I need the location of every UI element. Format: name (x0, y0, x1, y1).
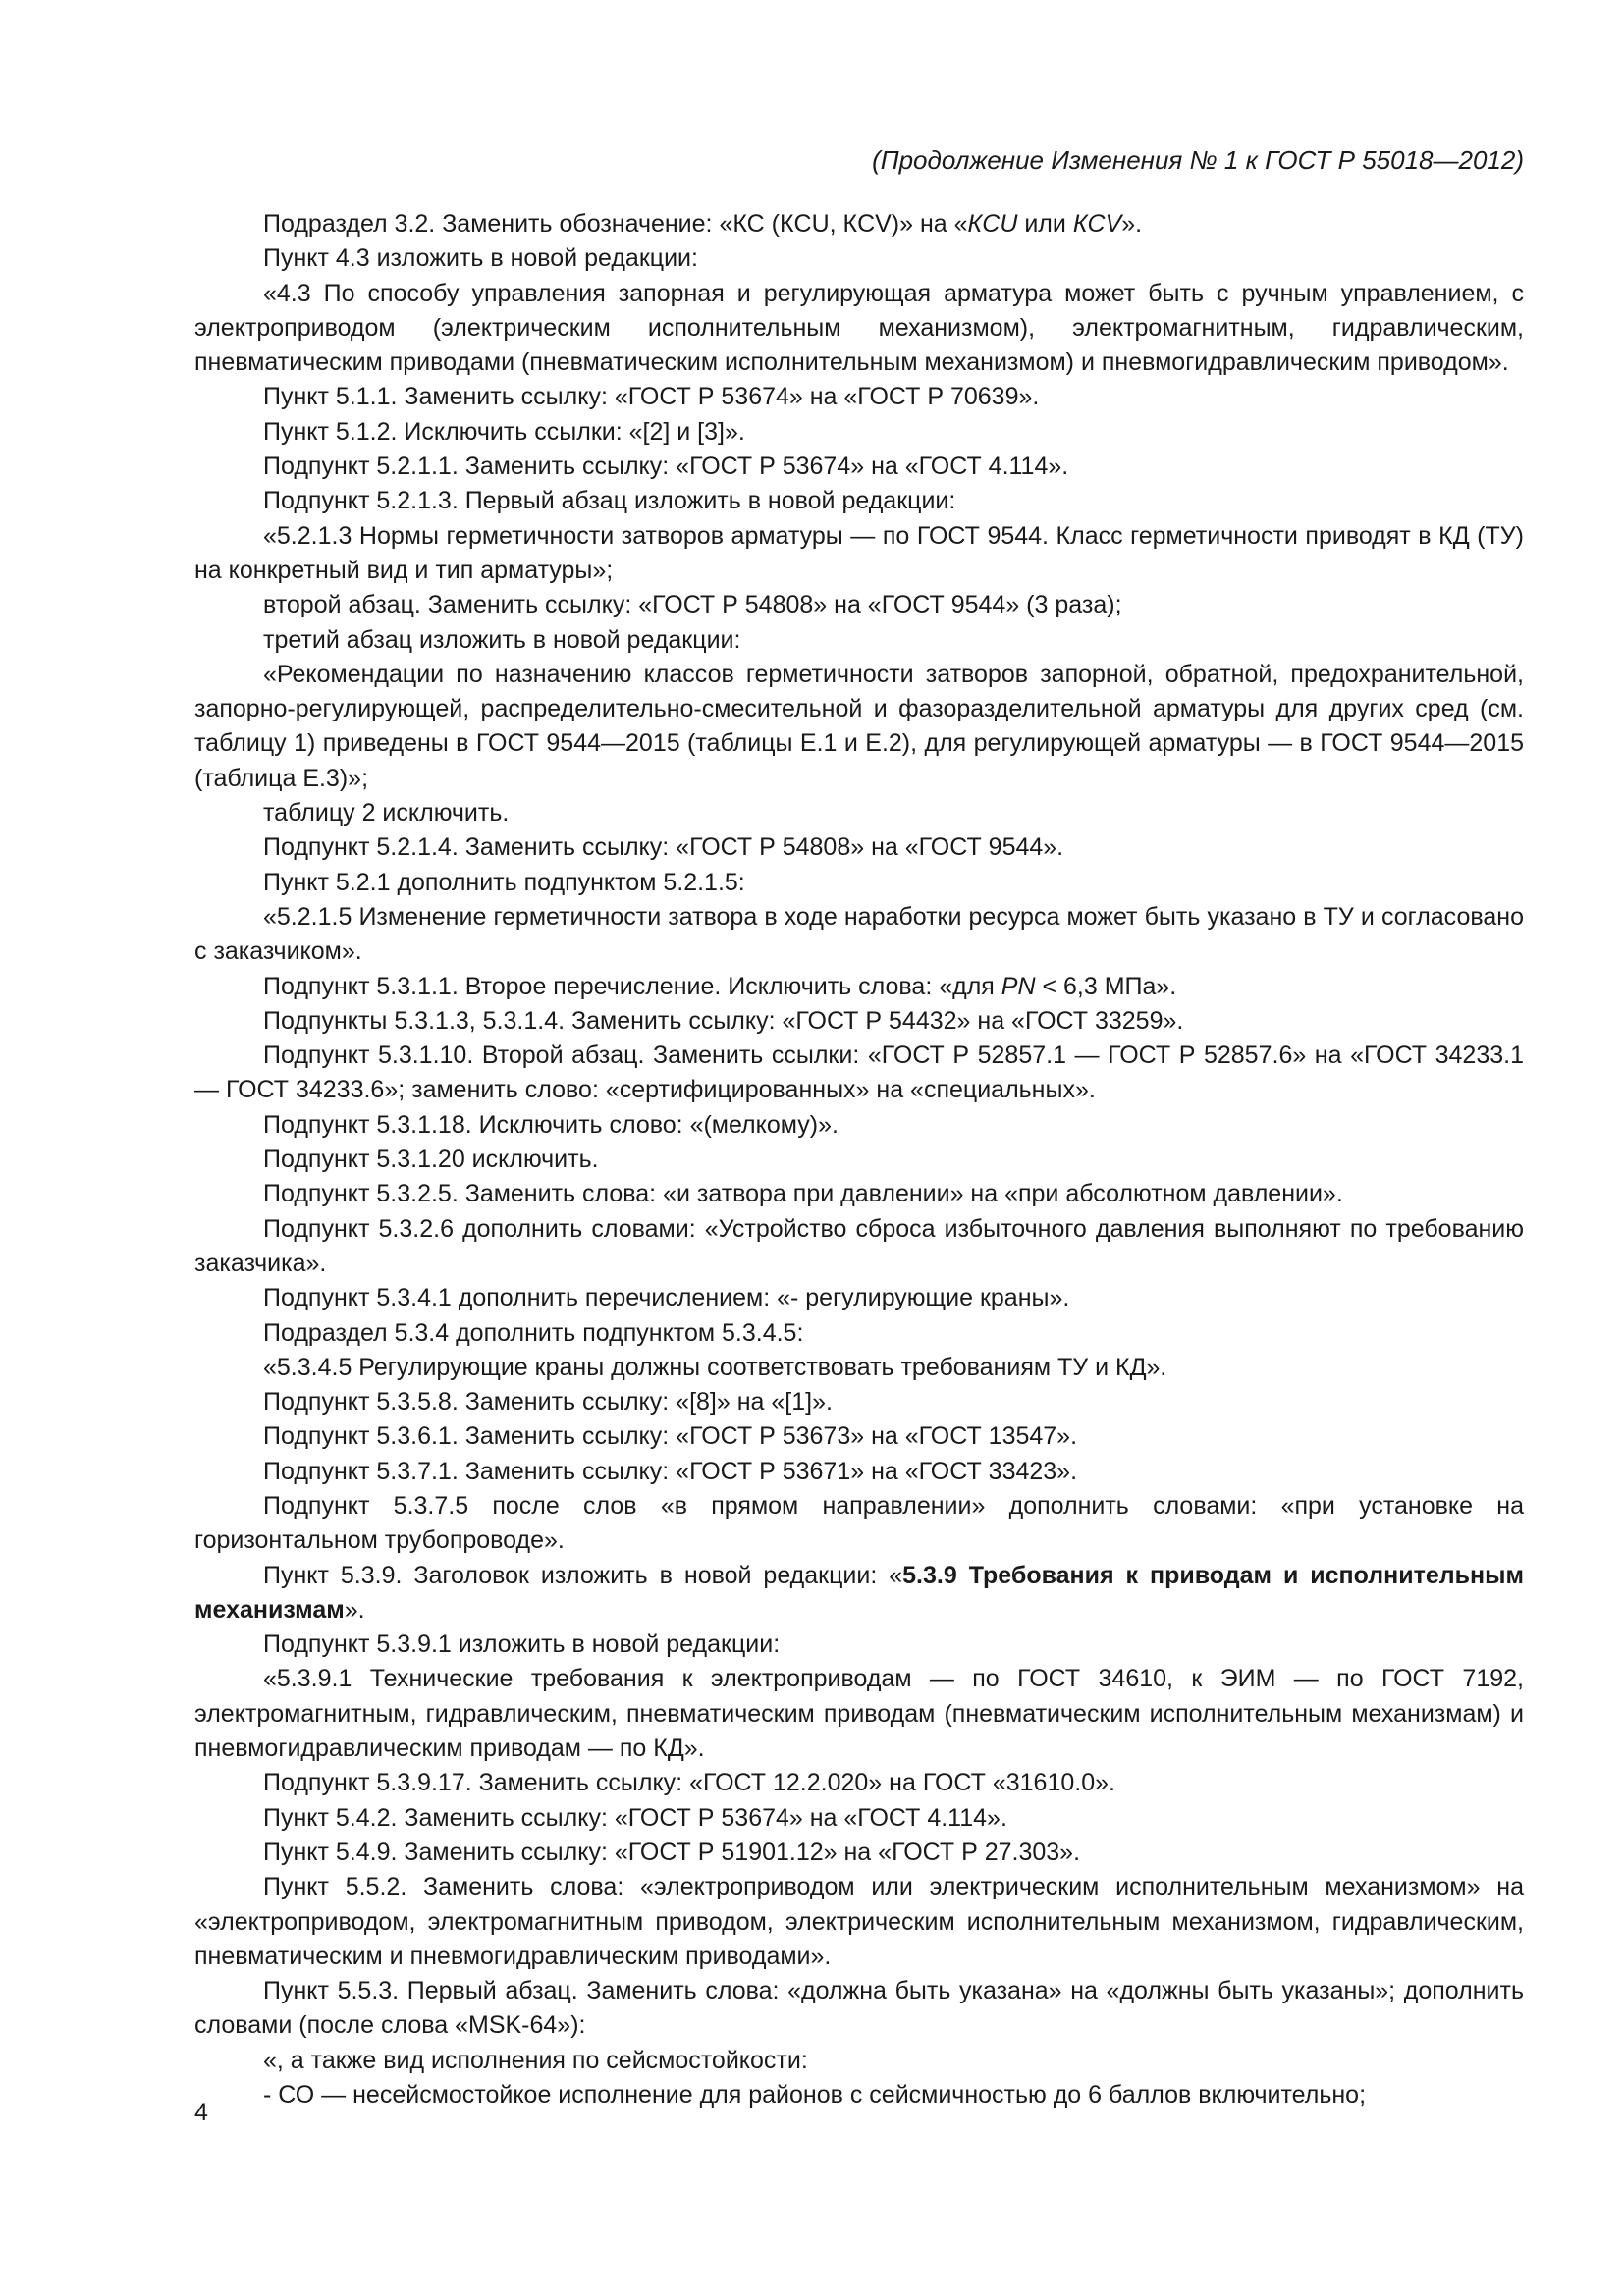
paragraph (194, 484, 1524, 518)
text-run: - СО — несейсмостойкое исполнение для районов с сейсмичностью до 6 баллов включительно; (263, 2081, 1367, 2109)
paragraph (194, 1419, 1524, 1454)
text-run: ». (1121, 210, 1143, 238)
text-run: Подпункты 5.3.1.3, 5.3.1.4. Заменить ссылку: «ГОСТ Р 54432» на «ГОСТ 33259». (263, 1006, 1184, 1035)
paragraph (194, 380, 1524, 414)
page-header: (Продолжение Изменения № 1 к ГОСТ Р 55018—2012) (872, 145, 1524, 175)
text-run: второй абзац. Заменить ссылку: «ГОСТ Р 54808» на «ГОСТ 9544» (3 раза); (263, 591, 1122, 619)
text-run: Подпункт 5.3.5.8. Заменить ссылку: «[8]» на «[1]». (263, 1388, 833, 1416)
italic-text: КCV (1072, 210, 1122, 238)
text-run: «5.3.4.5 Регулирующие краны должны соответствовать требованиям ТУ и КД». (263, 1353, 1167, 1381)
text-run: Пункт 5.5.2. Заменить слова: «электроприводом или электрическим исполнительным механизмом» на «электроприводом, электромагнитным приводом, электрическим исполнительным механизмом, гидравлическим, пневматическим и пневмогидравлическим приводами». (194, 1873, 1524, 1970)
paragraph (194, 241, 1524, 276)
text-run: Подпункт 5.2.1.4. Заменить ссылку: «ГОСТ Р 54808» на «ГОСТ 9544». (263, 833, 1064, 862)
paragraph (194, 277, 1524, 381)
text-run: Подпункт 5.3.1.10. Второй абзац. Заменить ссылки: «ГОСТ Р 52857.1 — ГОСТ Р 52857.6» на «ГОСТ 34233.1 — ГОСТ 34233.6»; заменить слово: «сертифицированных» на «специальных». (194, 1041, 1524, 1104)
paragraph (194, 830, 1524, 865)
paragraph (194, 1004, 1524, 1039)
paragraph (194, 623, 1524, 658)
paragraph (194, 1143, 1524, 1177)
paragraph (194, 450, 1524, 484)
text-run: Подраздел 3.2. Заменить обозначение: «КС (КCU, КCV)» на « (263, 210, 968, 238)
paragraph (194, 1801, 1524, 1836)
paragraph (194, 1039, 1524, 1108)
text-run: Подпункт 5.3.6.1. Заменить ссылку: «ГОСТ Р 53673» на «ГОСТ 13547». (263, 1422, 1078, 1451)
text-run: Пункт 4.3 изложить в новой редакции: (263, 244, 698, 273)
paragraph (194, 970, 1524, 1004)
text-run: Подпункт 5.3.9.17. Заменить ссылку: «ГОСТ 12.2.020» на ГОСТ «31610.0». (263, 1769, 1115, 1797)
paragraph (194, 1455, 1524, 1489)
text-run: Пункт 5.4.9. Заменить ссылку: «ГОСТ Р 51901.12» на «ГОСТ Р 27.303». (263, 1838, 1081, 1866)
text-run: третий абзац изложить в новой редакции: (263, 625, 741, 654)
text-run: Пункт 5.1.1. Заменить ссылку: «ГОСТ Р 53674» на «ГОСТ Р 70639». (263, 383, 1040, 411)
italic-text: КCU (967, 210, 1018, 238)
bold-text: 5.3.9 Требования к приводам и исполнительным механизмам (194, 1561, 1524, 1624)
paragraph (194, 796, 1524, 830)
paragraph (194, 1974, 1524, 2044)
page-number: 4 (194, 2099, 208, 2126)
text-run: Подпункт 5.3.9.1 изложить в новой редакции: (263, 1630, 781, 1659)
text-run: «, а также вид исполнения по сейсмостойкости: (263, 2046, 808, 2074)
text-run: Пункт 5.3.9. Заголовок изложить в новой редакции: « (263, 1561, 903, 1589)
paragraph (194, 415, 1524, 450)
paragraph (194, 900, 1524, 970)
paragraph (194, 588, 1524, 622)
italic-text: PN (1001, 972, 1036, 1000)
paragraph (194, 1108, 1524, 1143)
paragraph (194, 1766, 1524, 1800)
text-run: Подпункт 5.3.1.20 исключить. (263, 1146, 599, 1174)
text-run: Подпункт 5.3.4.1 дополнить перечислением: «- регулирующие краны». (263, 1284, 1070, 1312)
text-run: Пункт 5.4.2. Заменить ссылку: «ГОСТ Р 53674» на «ГОСТ 4.114». (263, 1803, 1007, 1832)
text-run: ». (344, 1595, 365, 1624)
text-run: Подпункт 5.3.7.5 после слов «в прямом направлении» дополнить словами: «при установке на горизонтальном трубопроводе». (194, 1491, 1524, 1555)
text-run: Подраздел 5.3.4 дополнить подпунктом 5.3.4.5: (263, 1318, 804, 1347)
text-run: Подпункт 5.3.2.5. Заменить слова: «и затвора при давлении» на «при абсолютном давлении». (263, 1180, 1343, 1208)
paragraph (194, 1489, 1524, 1559)
text-run: «5.2.1.5 Изменение герметичности затвора в ходе наработки ресурса может быть указано в ТУ и согласовано с заказчиком». (194, 902, 1524, 966)
paragraph (194, 2078, 1524, 2112)
text-run: Подпункт 5.2.1.1. Заменить ссылку: «ГОСТ Р 53674» на «ГОСТ 4.114». (263, 453, 1069, 481)
document-body (194, 207, 1524, 2112)
text-run: «5.3.9.1 Технические требования к электроприводам — по ГОСТ 34610, к ЭИМ — по ГОСТ 7192, электромагнитным, гидравлическим, пневматическим приводам (пневматическим исполнительным механизмам) и пневмогидравлическим приводам — по КД». (194, 1665, 1524, 1763)
text-run: < 6,3 МПа». (1035, 972, 1177, 1000)
text-run: таблицу 2 исключить. (263, 799, 510, 828)
paragraph (194, 207, 1524, 241)
paragraph (194, 1836, 1524, 1870)
paragraph (194, 1177, 1524, 1211)
text-run: или (1017, 210, 1073, 238)
paragraph (194, 866, 1524, 900)
text-run: Пункт 5.5.3. Первый абзац. Заменить слова: «должна быть указана» на «должны быть указаны»; дополнить словами (после слова «MSK-64»): (194, 1977, 1524, 2040)
paragraph (194, 1870, 1524, 1974)
paragraph (194, 1351, 1524, 1385)
paragraph (194, 1385, 1524, 1419)
paragraph (194, 1662, 1524, 1766)
text-run: «5.2.1.3 Нормы герметичности затворов арматуры — по ГОСТ 9544. Класс герметичности приводят в КД (ТУ) на конкретный вид и тип арматуры»; (194, 521, 1524, 584)
paragraph (194, 658, 1524, 796)
text-run: Пункт 5.1.2. Исключить ссылки: «[2] и [3]». (263, 417, 745, 446)
paragraph (194, 1281, 1524, 1315)
paragraph (194, 1628, 1524, 1662)
paragraph (194, 1212, 1524, 1282)
text-run: Подпункт 5.2.1.3. Первый абзац изложить в новой редакции: (263, 487, 956, 515)
paragraph (194, 519, 1524, 589)
text-run: Пункт 5.2.1 дополнить подпунктом 5.2.1.5: (263, 868, 745, 896)
text-run: «Рекомендации по назначению классов герметичности затворов запорной, обратной, предохранительной, запорно-регулирующей, распределительно-смесительной и фазоразделительной арматуры для других сред (см. таблицу 1) приведены в ГОСТ 9544—2015 (таблицы Е.1 и Е.2), для регулирующей арматуры — в ГОСТ 9544—2015 (таблица Е.3)»; (194, 660, 1524, 792)
paragraph (194, 1559, 1524, 1629)
text-run: Подпункт 5.3.1.1. Второе перечисление. Исключить слова: «для (263, 972, 1001, 1000)
paragraph (194, 1316, 1524, 1351)
text-run: Подпункт 5.3.7.1. Заменить ссылку: «ГОСТ Р 53671» на «ГОСТ 33423». (263, 1457, 1078, 1485)
text-run: Подпункт 5.3.1.18. Исключить слово: «(мелкому)». (263, 1110, 839, 1139)
text-run: «4.3 По способу управления запорная и регулирующая арматура может быть с ручным управлением, с электроприводом (электрическим исполнительным механизмом), электромагнитным, гидравлическим, пневматическим приводами (пневматическим исполнительным механизмом) и пневмогидравлическим приводом». (194, 279, 1524, 377)
text-run: Подпункт 5.3.2.6 дополнить словами: «Устройство сброса избыточного давления выполняют по требованию заказчика». (194, 1214, 1524, 1277)
paragraph (194, 2044, 1524, 2078)
